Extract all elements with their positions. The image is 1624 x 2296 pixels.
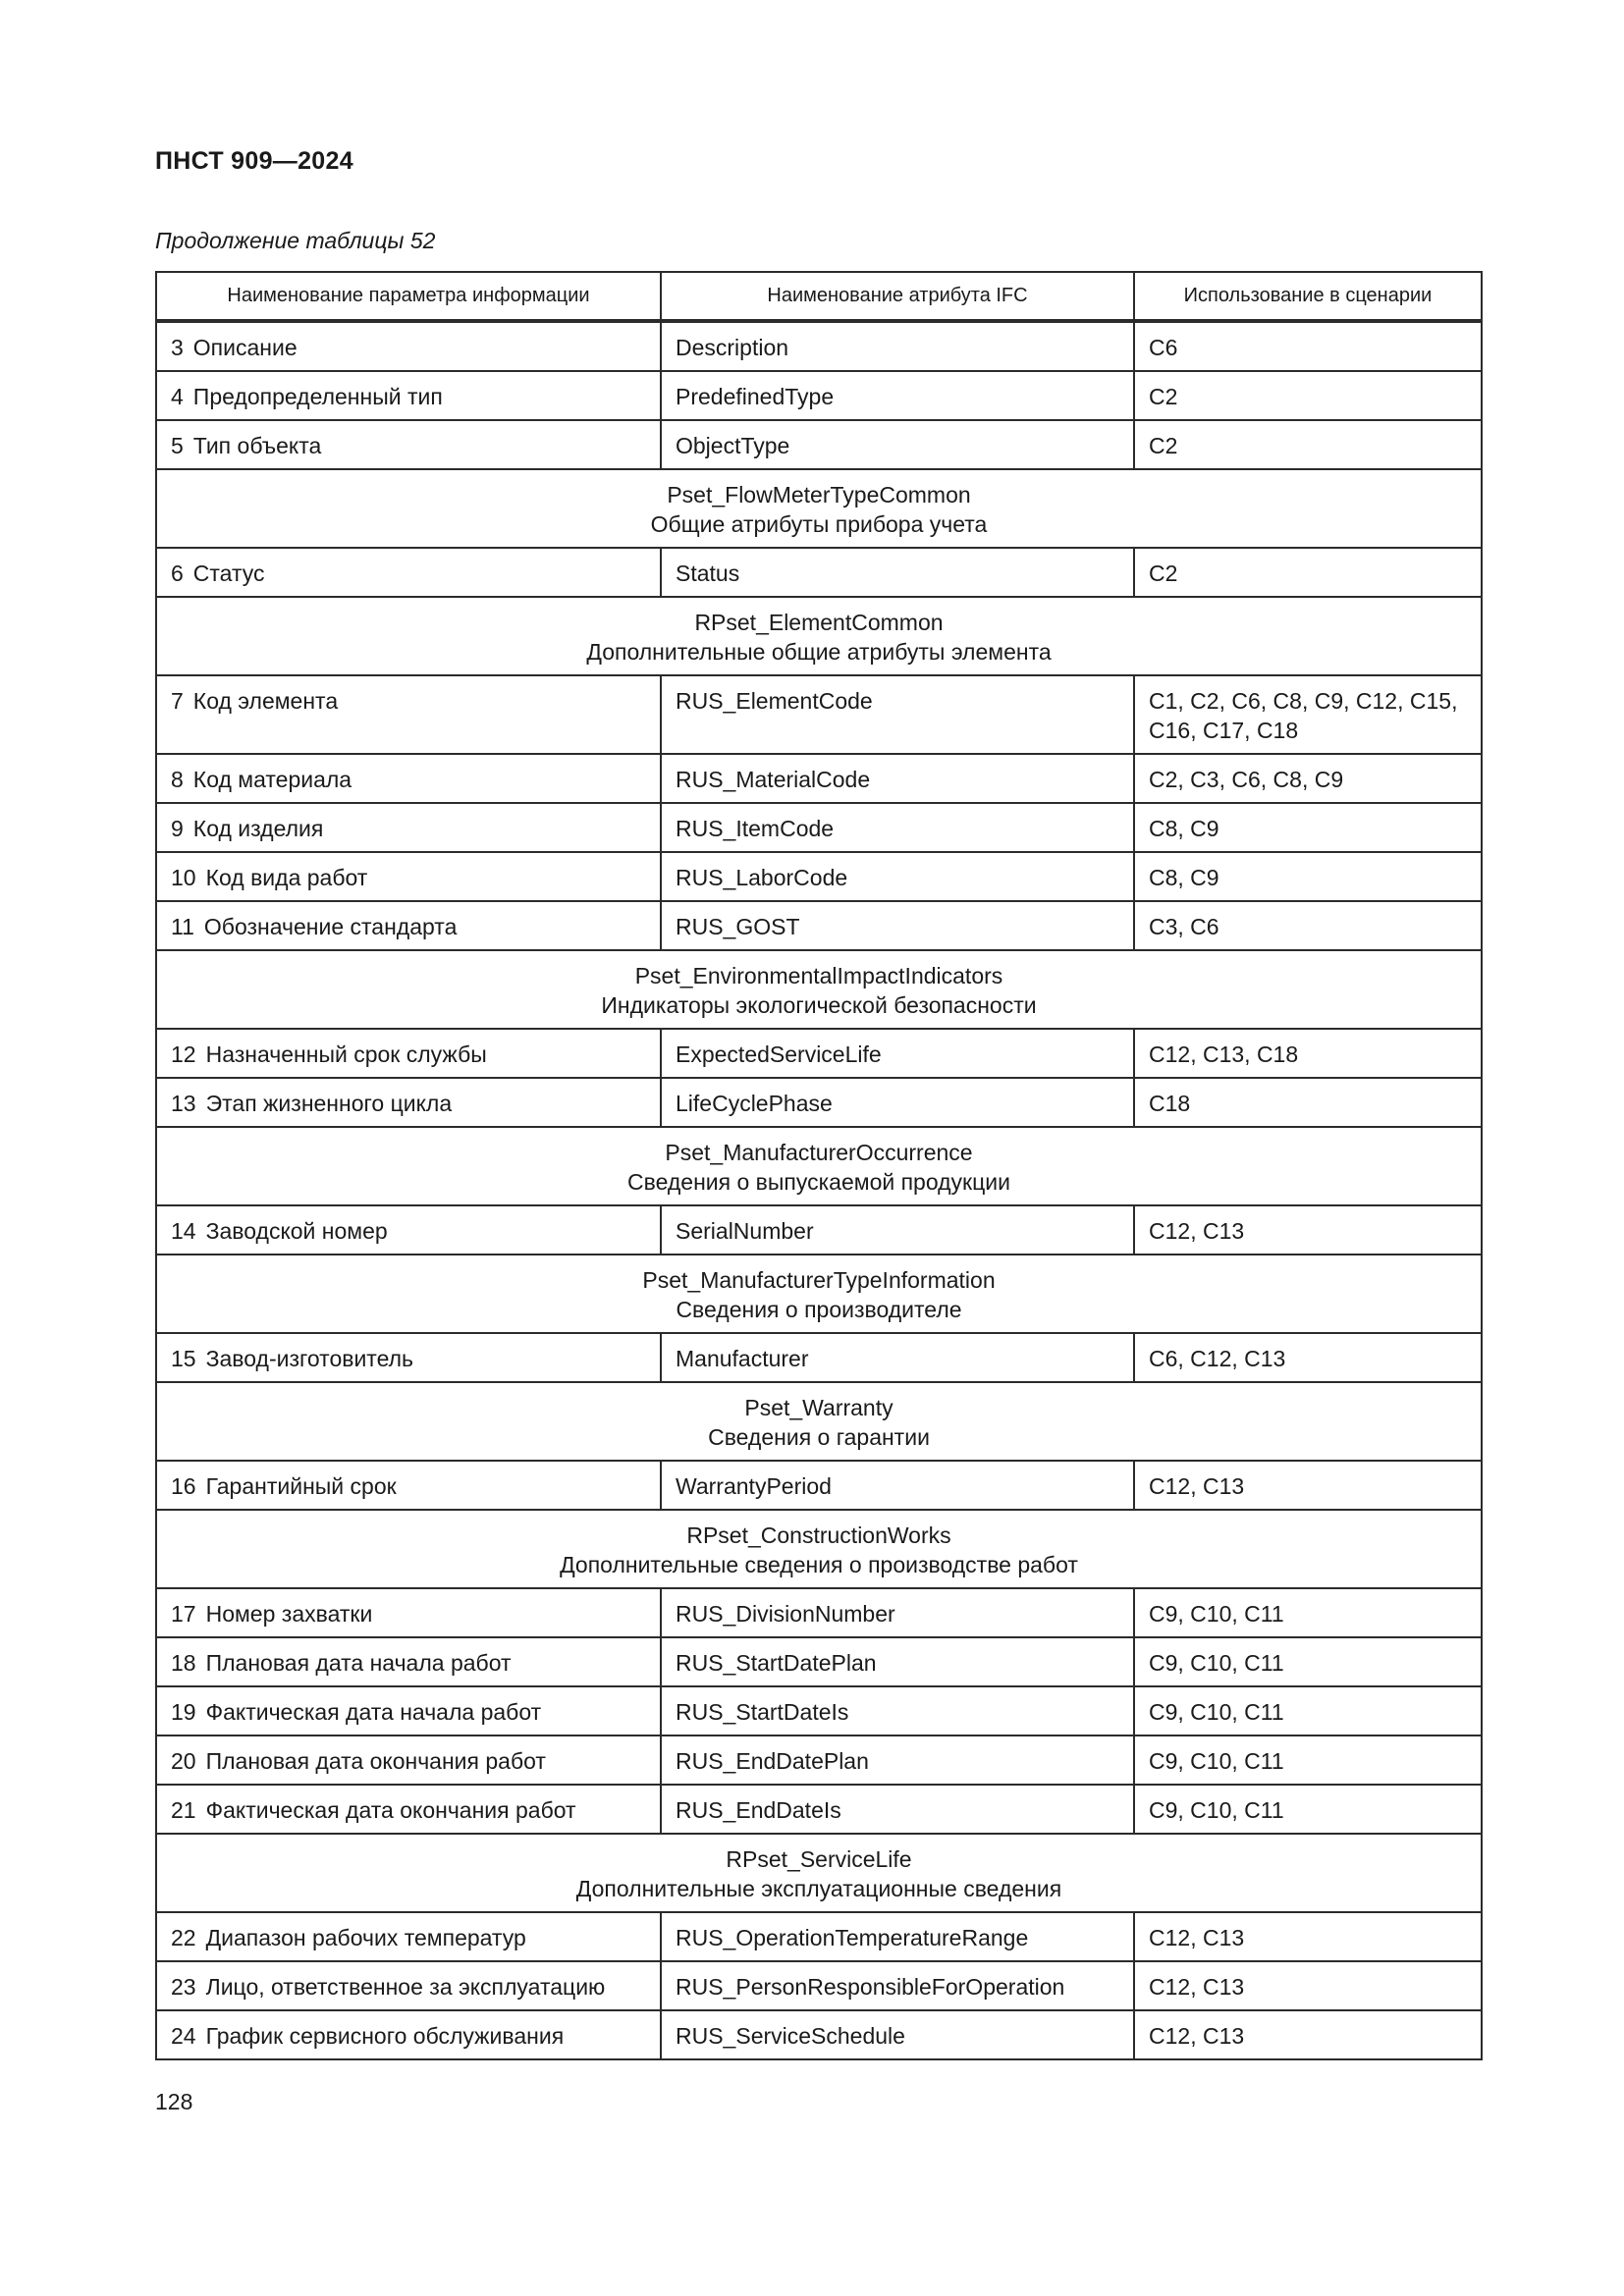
- scenario-usage-cell: C9, C10, C11: [1134, 1785, 1482, 1834]
- scenario-usage-cell: C9, C10, C11: [1134, 1686, 1482, 1735]
- parameter-number: 8: [171, 767, 184, 792]
- property-set-cell: [156, 1834, 1482, 1912]
- parameter-name: Код вида работ: [205, 865, 368, 890]
- parameter-number: 16: [171, 1473, 196, 1499]
- group-row: [156, 1510, 1482, 1588]
- property-set-name: Pset_ManufacturerOccurrence: [665, 1140, 973, 1165]
- property-set-cell: [156, 1510, 1482, 1588]
- parameter-cell: [156, 1637, 661, 1686]
- parameter-name: Назначенный срок службы: [205, 1041, 487, 1067]
- ifc-attribute-cell: RUS_GOST: [661, 901, 1134, 950]
- parameter-cell: [156, 420, 661, 469]
- scenario-usage-cell: C2, C3, C6, C8, C9: [1134, 754, 1482, 803]
- property-set-description: Сведения о производителе: [676, 1297, 962, 1322]
- parameter-number: 7: [171, 688, 184, 714]
- scenario-usage-cell: C12, C13: [1134, 1912, 1482, 1961]
- scenario-usage-cell: C2: [1134, 420, 1482, 469]
- column-header-parameter: Наименование параметра информации: [156, 272, 661, 321]
- parameter-cell: [156, 1205, 661, 1255]
- ifc-attribute-cell: RUS_ServiceSchedule: [661, 2010, 1134, 2059]
- ifc-attribute-cell: Status: [661, 548, 1134, 597]
- scenario-usage-cell: C12, C13: [1134, 1205, 1482, 1255]
- ifc-attribute-cell: RUS_EndDatePlan: [661, 1735, 1134, 1785]
- table-row: [156, 1912, 1482, 1961]
- parameter-name: Заводской номер: [205, 1218, 388, 1244]
- table-row: [156, 675, 1482, 754]
- ifc-attribute-cell: RUS_StartDateIs: [661, 1686, 1134, 1735]
- parameter-number: 18: [171, 1650, 196, 1676]
- table-row: [156, 1961, 1482, 2010]
- scenario-usage-cell: C6, C12, C13: [1134, 1333, 1482, 1382]
- parameter-name: Этап жизненного цикла: [205, 1091, 453, 1116]
- parameter-number: 12: [171, 1041, 196, 1067]
- parameter-cell: [156, 803, 661, 852]
- parameter-name: Код изделия: [192, 816, 324, 841]
- parameter-number: 22: [171, 1925, 196, 1950]
- scenario-usage-cell: C12, C13: [1134, 2010, 1482, 2059]
- ifc-attribute-cell: RUS_MaterialCode: [661, 754, 1134, 803]
- property-set-name: Pset_FlowMeterTypeCommon: [667, 482, 971, 507]
- parameter-number: 24: [171, 2023, 196, 2049]
- scenario-usage-cell: C12, C13: [1134, 1461, 1482, 1510]
- property-set-name: RPset_ServiceLife: [726, 1846, 912, 1872]
- parameter-number: 15: [171, 1346, 196, 1371]
- parameter-cell: [156, 901, 661, 950]
- parameter-number: 4: [171, 384, 184, 409]
- table-row: [156, 321, 1482, 371]
- ifc-attribute-cell: WarrantyPeriod: [661, 1461, 1134, 1510]
- ifc-attribute-cell: ObjectType: [661, 420, 1134, 469]
- table-row: [156, 1461, 1482, 1510]
- property-set-cell: [156, 597, 1482, 675]
- scenario-usage-cell: C8, C9: [1134, 803, 1482, 852]
- scenario-usage-cell: C6: [1134, 321, 1482, 371]
- scenario-usage-cell: C8, C9: [1134, 852, 1482, 901]
- ifc-attribute-cell: PredefinedType: [661, 371, 1134, 420]
- table-row: [156, 1205, 1482, 1255]
- document-id: ПНСТ 909—2024: [155, 147, 353, 175]
- parameter-cell: [156, 1785, 661, 1834]
- parameter-number: 23: [171, 1974, 196, 2000]
- property-set-name: Pset_Warranty: [744, 1395, 893, 1420]
- parameter-number: 3: [171, 335, 184, 360]
- parameter-name: Описание: [192, 335, 298, 360]
- parameter-name: Фактическая дата начала работ: [205, 1699, 542, 1725]
- parameter-cell: [156, 1735, 661, 1785]
- parameter-name: Код элемента: [192, 688, 339, 714]
- parameters-table: [155, 271, 1483, 2060]
- page-number: 128: [155, 2089, 193, 2114]
- group-row: [156, 1834, 1482, 1912]
- ifc-attribute-cell: SerialNumber: [661, 1205, 1134, 1255]
- scenario-usage-cell: C9, C10, C11: [1134, 1637, 1482, 1686]
- property-set-cell: [156, 469, 1482, 548]
- parameter-name: Код материала: [192, 767, 352, 792]
- property-set-description: Общие атрибуты прибора учета: [650, 511, 988, 537]
- property-set-cell: [156, 1382, 1482, 1461]
- property-set-description: Дополнительные сведения о производстве работ: [560, 1552, 1078, 1577]
- parameter-number: 17: [171, 1601, 196, 1627]
- table-row: [156, 852, 1482, 901]
- parameter-number: 6: [171, 561, 184, 586]
- ifc-attribute-cell: RUS_ElementCode: [661, 675, 1134, 754]
- property-set-name: Pset_EnvironmentalImpactIndicators: [634, 963, 1003, 988]
- parameter-cell: [156, 1588, 661, 1637]
- parameter-number: 13: [171, 1091, 196, 1116]
- parameter-name: Номер захватки: [205, 1601, 373, 1627]
- group-row: [156, 1255, 1482, 1333]
- parameter-number: 21: [171, 1797, 196, 1823]
- header-row: [156, 272, 1482, 321]
- group-row: [156, 1127, 1482, 1205]
- parameter-name: Диапазон рабочих температур: [205, 1925, 526, 1950]
- group-row: [156, 950, 1482, 1029]
- ifc-attribute-cell: RUS_DivisionNumber: [661, 1588, 1134, 1637]
- parameter-cell: [156, 1961, 661, 2010]
- property-set-description: Индикаторы экологической безопасности: [601, 992, 1037, 1018]
- table-row: [156, 901, 1482, 950]
- parameter-name: Статус: [192, 561, 265, 586]
- ifc-attribute-cell: Description: [661, 321, 1134, 371]
- parameter-number: 10: [171, 865, 196, 890]
- parameter-name: Предопределенный тип: [192, 384, 443, 409]
- ifc-attribute-cell: RUS_StartDatePlan: [661, 1637, 1134, 1686]
- parameter-cell: [156, 371, 661, 420]
- ifc-attribute-cell: Manufacturer: [661, 1333, 1134, 1382]
- table-row: [156, 1333, 1482, 1382]
- parameter-name: Гарантийный срок: [205, 1473, 397, 1499]
- parameter-number: 14: [171, 1218, 196, 1244]
- column-header-scenario-usage: Использование в сценарии: [1134, 272, 1482, 321]
- table-row: [156, 754, 1482, 803]
- property-set-name: Pset_ManufacturerTypeInformation: [642, 1267, 996, 1293]
- parameter-name: Плановая дата начала работ: [205, 1650, 512, 1676]
- parameter-cell: [156, 321, 661, 371]
- scenario-usage-cell: C9, C10, C11: [1134, 1588, 1482, 1637]
- parameter-cell: [156, 2010, 661, 2059]
- property-set-description: Сведения о гарантии: [708, 1424, 930, 1450]
- group-row: [156, 597, 1482, 675]
- group-row: [156, 1382, 1482, 1461]
- scenario-usage-cell: C12, C13: [1134, 1961, 1482, 2010]
- parameter-name: Обозначение стандарта: [203, 914, 458, 939]
- parameter-cell: [156, 1912, 661, 1961]
- parameter-number: 11: [171, 914, 194, 939]
- parameter-name: Лицо, ответственное за эксплуатацию: [205, 1974, 606, 2000]
- parameter-cell: [156, 548, 661, 597]
- table-row: [156, 1637, 1482, 1686]
- table-body: [156, 321, 1482, 2059]
- parameter-name: Тип объекта: [192, 433, 322, 458]
- table-row: [156, 1588, 1482, 1637]
- table-row: [156, 2010, 1482, 2059]
- table-row: [156, 1785, 1482, 1834]
- ifc-attribute-cell: RUS_ItemCode: [661, 803, 1134, 852]
- parameter-cell: [156, 754, 661, 803]
- property-set-cell: [156, 950, 1482, 1029]
- table-header: [156, 272, 1482, 321]
- parameter-name: График сервисного обслуживания: [205, 2023, 565, 2049]
- table-row: [156, 548, 1482, 597]
- scenario-usage-cell: C3, C6: [1134, 901, 1482, 950]
- parameter-cell: [156, 675, 661, 754]
- ifc-attribute-cell: RUS_OperationTemperatureRange: [661, 1912, 1134, 1961]
- scenario-usage-cell: C2: [1134, 548, 1482, 597]
- parameter-number: 19: [171, 1699, 196, 1725]
- scenario-usage-cell: C12, C13, C18: [1134, 1029, 1482, 1078]
- ifc-attribute-cell: RUS_LaborCode: [661, 852, 1134, 901]
- ifc-attribute-cell: ExpectedServiceLife: [661, 1029, 1134, 1078]
- property-set-name: RPset_ElementCommon: [694, 610, 944, 635]
- scenario-usage-cell: C1, C2, C6, C8, C9, C12, C15, C16, C17, C18: [1134, 675, 1482, 754]
- table-row: [156, 371, 1482, 420]
- parameter-cell: [156, 1029, 661, 1078]
- scenario-usage-cell: C9, C10, C11: [1134, 1735, 1482, 1785]
- parameter-cell: [156, 852, 661, 901]
- scenario-usage-cell: C18: [1134, 1078, 1482, 1127]
- property-set-description: Дополнительные общие атрибуты элемента: [586, 639, 1052, 665]
- table-row: [156, 1735, 1482, 1785]
- table-row: [156, 1686, 1482, 1735]
- parameter-cell: [156, 1078, 661, 1127]
- property-set-cell: [156, 1255, 1482, 1333]
- table-row: [156, 1029, 1482, 1078]
- parameter-number: 9: [171, 816, 184, 841]
- column-header-ifc-attribute: Наименование атрибута IFC: [661, 272, 1134, 321]
- property-set-description: Дополнительные эксплуатационные сведения: [575, 1876, 1062, 1901]
- parameter-name: Фактическая дата окончания работ: [205, 1797, 576, 1823]
- parameter-cell: [156, 1686, 661, 1735]
- ifc-attribute-cell: RUS_PersonResponsibleForOperation: [661, 1961, 1134, 2010]
- property-set-cell: [156, 1127, 1482, 1205]
- ifc-attribute-cell: LifeCyclePhase: [661, 1078, 1134, 1127]
- table-row: [156, 803, 1482, 852]
- parameter-name: Плановая дата окончания работ: [205, 1748, 546, 1774]
- table-caption: Продолжение таблицы 52: [155, 228, 436, 253]
- table-row: [156, 1078, 1482, 1127]
- parameter-number: 5: [171, 433, 184, 458]
- parameter-cell: [156, 1333, 661, 1382]
- scenario-usage-cell: C2: [1134, 371, 1482, 420]
- table-row: [156, 420, 1482, 469]
- ifc-attribute-cell: RUS_EndDateIs: [661, 1785, 1134, 1834]
- property-set-name: RPset_ConstructionWorks: [686, 1522, 951, 1548]
- group-row: [156, 469, 1482, 548]
- parameter-name: Завод-изготовитель: [205, 1346, 414, 1371]
- parameter-number: 20: [171, 1748, 196, 1774]
- property-set-description: Сведения о выпускаемой продукции: [627, 1169, 1010, 1195]
- parameter-cell: [156, 1461, 661, 1510]
